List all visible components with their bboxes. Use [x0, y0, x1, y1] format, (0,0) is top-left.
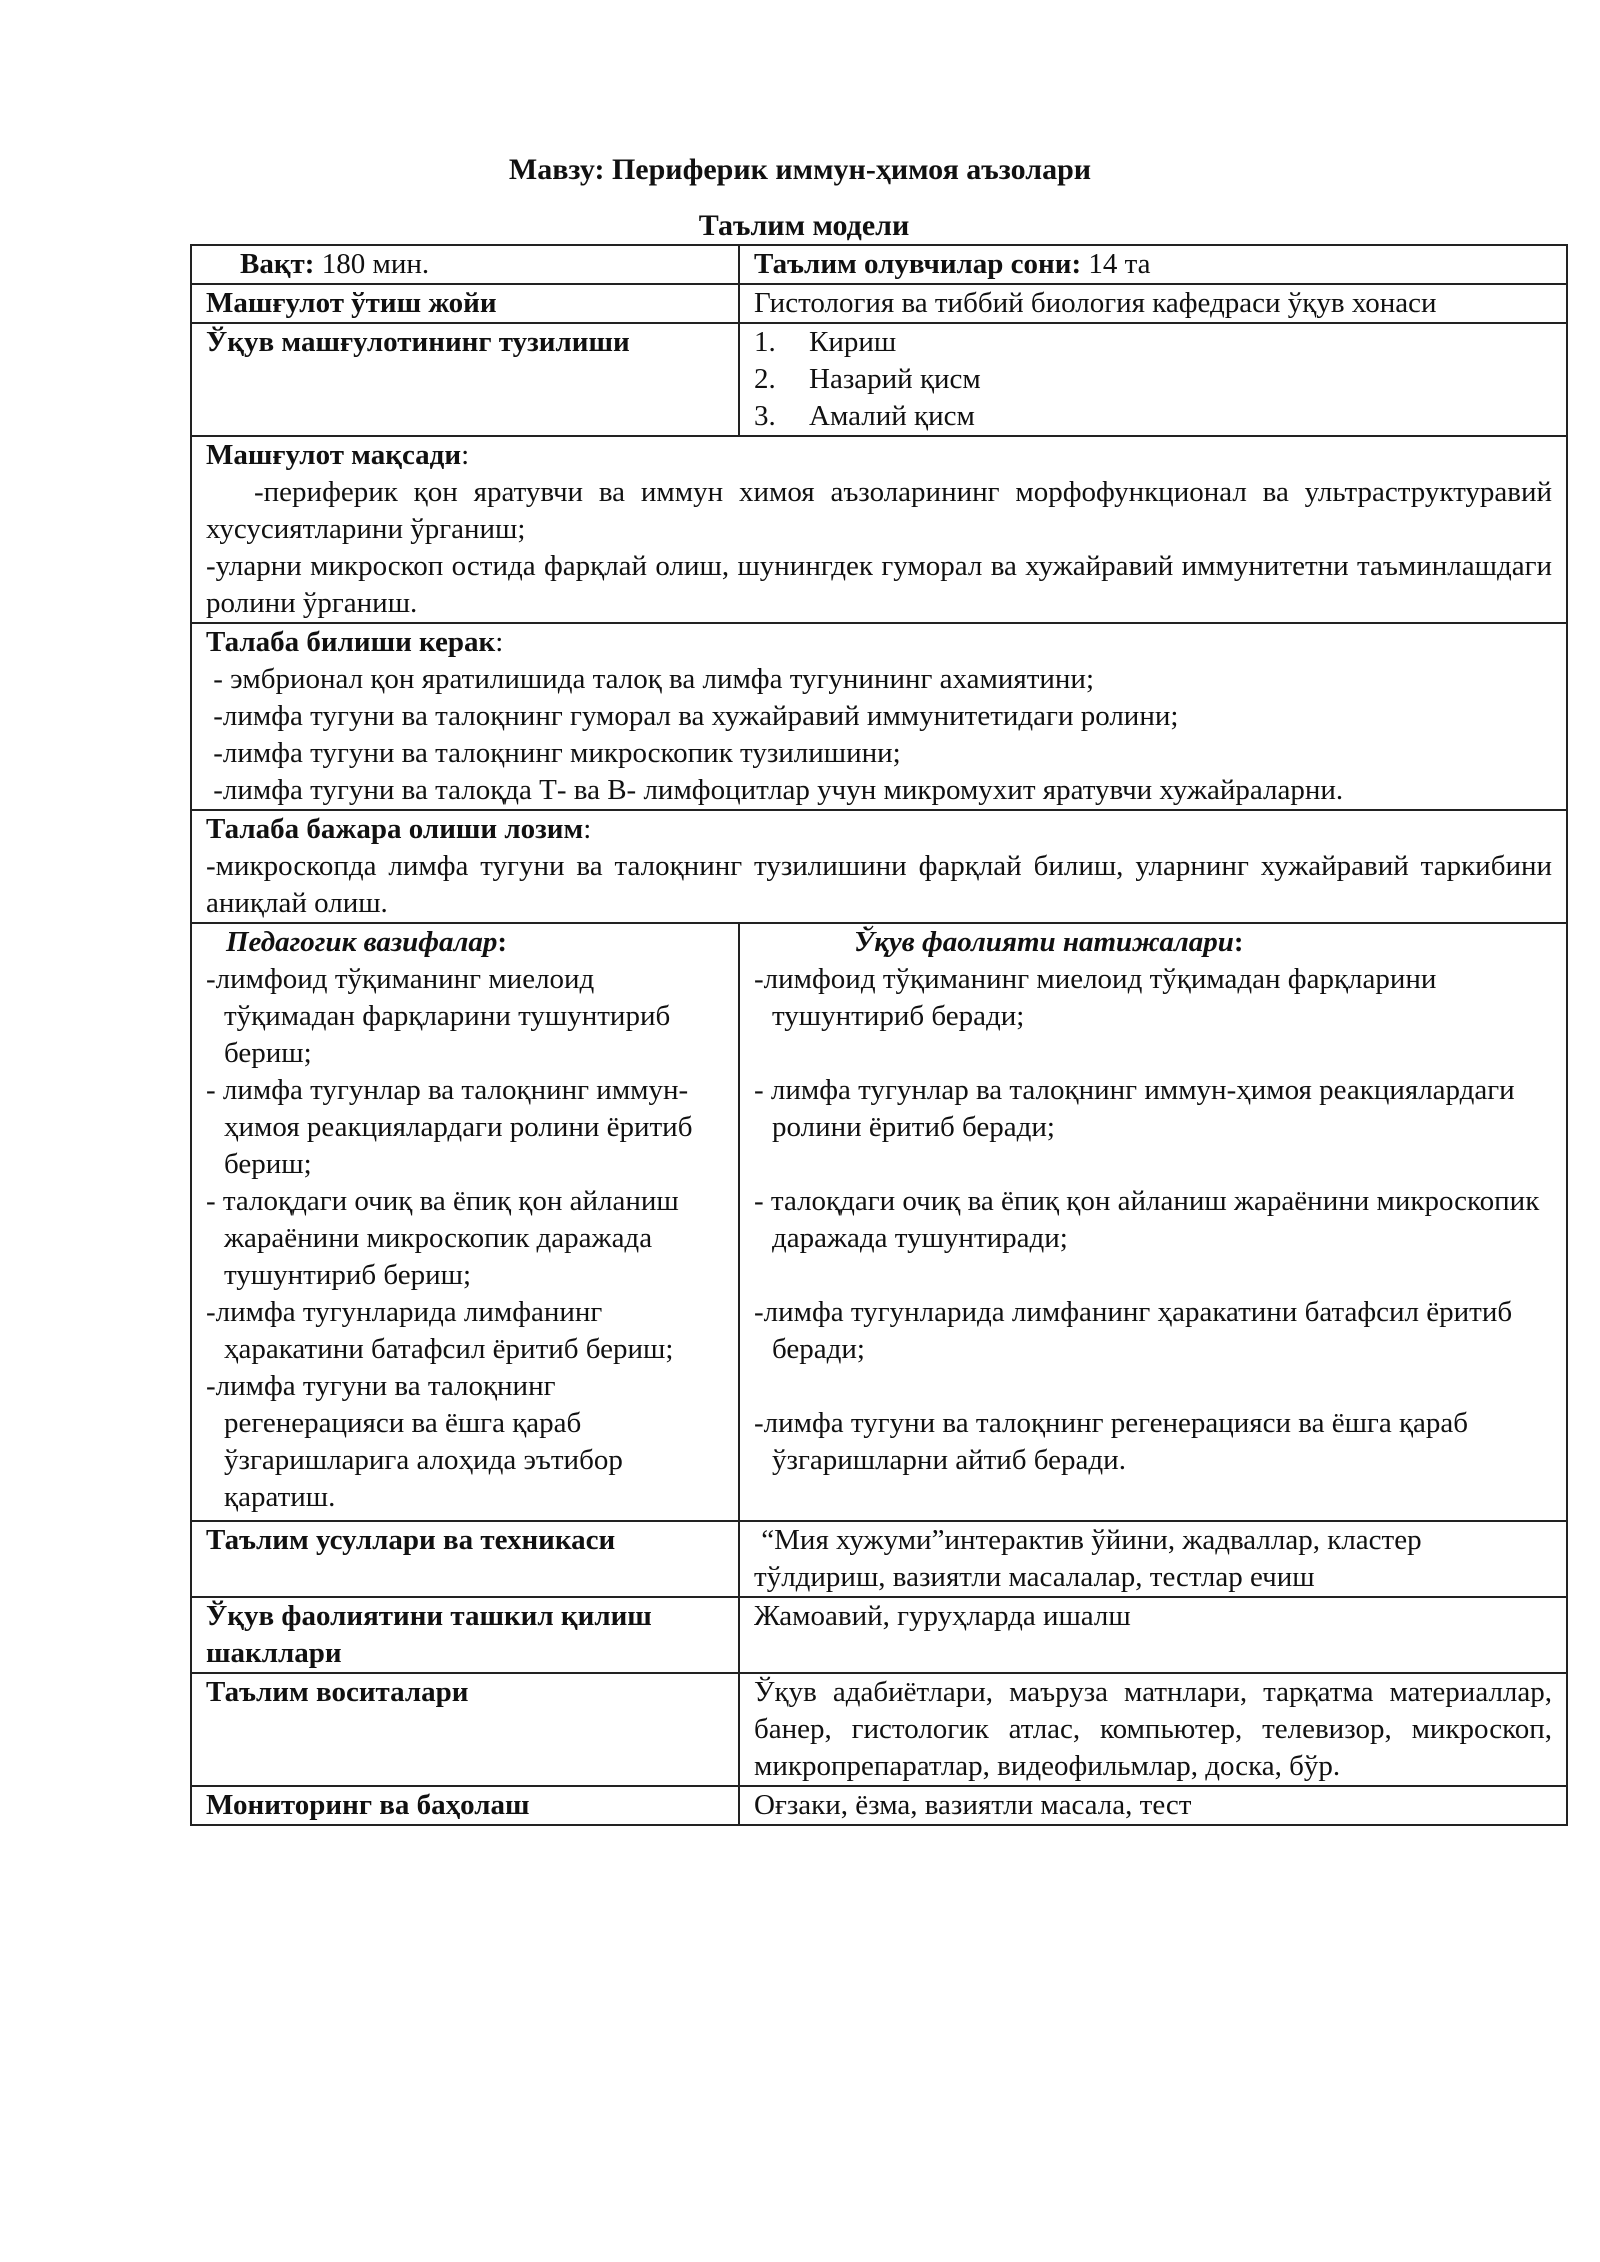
structure-list-cell	[739, 323, 1567, 436]
goal-colon: :	[461, 439, 470, 471]
forms-label: Ўқув фаолиятини ташкил қилиш шакллари	[191, 1597, 739, 1673]
structure-item-text: Амалий қисм	[809, 400, 975, 432]
task-item: - лимфа тугунлар ва талоқнинг иммун-ҳимоя реакциялардаги ролини ёритиб бериш;	[206, 1074, 693, 1180]
able-cell	[191, 810, 1567, 923]
forms-value: Жамоавий, гуруҳларда ишалш	[739, 1597, 1567, 1673]
structure-row	[191, 323, 1567, 436]
goal-paragraph: -периферик қон яратувчи ва иммун химоя аъзоларининг морфофункционал ва ультраструктуравий хусусиятларини ўрганиш;	[206, 476, 1553, 545]
lesson-model-table	[190, 244, 1568, 1826]
able-label: Талаба бажара олиши лозим	[206, 813, 584, 845]
time-row	[191, 245, 1567, 284]
time-cell	[191, 245, 739, 284]
monitoring-value: Оғзаки, ёзма, вазиятли масала, тест	[739, 1786, 1567, 1825]
able-text: -микроскопда лимфа тугуни ва талоқнинг тузилишини фарқлай билиш, уларнинг хужайравий таркибини аниқлай олиш.	[206, 850, 1553, 919]
know-item: -лимфа тугуни ва талоқда Т- ва В- лимфоцитлар учун микромухит яратувчи хужайраларни.	[206, 774, 1344, 806]
tasks-colon: :	[497, 926, 508, 958]
methods-label: Таълим усуллари ва техникаси	[191, 1521, 739, 1597]
monitoring-row	[191, 1786, 1567, 1825]
goal-row	[191, 436, 1567, 623]
forms-row	[191, 1597, 1567, 1673]
result-item: - талоқдаги очиқ ва ёпиқ қон айланиш жараёнини микроскопик даражада тушунтиради;	[754, 1185, 1540, 1254]
means-row	[191, 1673, 1567, 1786]
structure-item	[754, 324, 1552, 361]
goal-cell	[191, 436, 1567, 623]
structure-label: Ўқув машғулотининг тузилиши	[191, 323, 739, 436]
structure-item-num: 3.	[754, 400, 776, 432]
tasks-cell	[191, 923, 739, 1521]
goal-paragraph: -уларни микроскоп остида фарқлай олиш, шунингдек гуморал ва хужайравий иммунитетни таъминлашдаги ролини ўрганиш.	[206, 550, 1553, 619]
table-title: Таълим модели	[698, 209, 910, 242]
task-item: -лимфа тугунларида лимфанинг ҳаракатини батафсил ёритиб бериш;	[206, 1296, 674, 1365]
task-item: - талоқдаги очиқ ва ёпиқ қон айланиш жараёнини микроскопик даражада тушунтириб бериш;	[206, 1185, 679, 1291]
tasks-results-row	[191, 923, 1567, 1521]
know-item: -лимфа тугуни ва талоқнинг микроскопик тузилишини;	[206, 737, 901, 769]
know-item: - эмбрионал қон яратилишида талоқ ва лимфа тугунининг ахамиятини;	[206, 663, 1095, 695]
structure-item-num: 1.	[754, 326, 776, 358]
tasks-label: Педагогик вазифалар	[226, 926, 498, 958]
structure-list	[754, 324, 1552, 435]
page-title: Мавзу: Периферик иммун-ҳимоя аъзолари	[508, 153, 1092, 186]
goal-label: Машғулот мақсади	[206, 439, 462, 471]
structure-item	[754, 398, 1552, 435]
students-cell	[739, 245, 1567, 284]
structure-item-text: Кириш	[809, 326, 897, 358]
methods-row	[191, 1521, 1567, 1597]
monitoring-label: Мониторинг ва баҳолаш	[191, 1786, 739, 1825]
task-item: -лимфоид тўқиманинг миелоид тўқимадан фарқларини тушунтириб бериш;	[206, 963, 671, 1069]
location-label: Машғулот ўтиш жойи	[191, 284, 739, 323]
structure-item	[754, 361, 1552, 398]
means-label: Таълим воситалари	[191, 1673, 739, 1786]
results-colon: :	[1233, 926, 1244, 958]
methods-value: “Мия хужуми”интерактив ўйини, жадваллар, кластер тўлдириш, вазиятли масалалар, тестлар ечиш	[739, 1521, 1567, 1597]
result-item: -лимфа тугуни ва талоқнинг регенерацияси ва ёшга қараб ўзгаришларни айтиб беради.	[754, 1407, 1469, 1476]
task-item: -лимфа тугуни ва талоқнинг регенерацияси ва ёшга қараб ўзгаришларига алоҳида эътибор қаратиш.	[206, 1370, 623, 1513]
time-label: Вақт:	[240, 248, 315, 280]
result-item: -лимфа тугунларида лимфанинг ҳаракатини батафсил ёритиб беради;	[754, 1296, 1513, 1365]
know-colon: :	[495, 626, 504, 658]
result-item: - лимфа тугунлар ва талоқнинг иммун-ҳимоя реакциялардаги ролини ёритиб беради;	[754, 1074, 1515, 1143]
able-row	[191, 810, 1567, 923]
students-value: 14 та	[1081, 248, 1151, 280]
know-row	[191, 623, 1567, 810]
results-cell	[739, 923, 1567, 1521]
results-label: Ўқув фаолияти натижалари	[854, 926, 1234, 958]
able-colon: :	[583, 813, 592, 845]
location-row	[191, 284, 1567, 323]
structure-item-text: Назарий қисм	[809, 363, 981, 395]
time-value: 180 мин.	[314, 248, 430, 280]
result-item: -лимфоид тўқиманинг миелоид тўқимадан фарқларини тушунтириб беради;	[754, 963, 1437, 1032]
means-value: Ўқув адабиётлари, маъруза матнлари, тарқатма материаллар, банер, гистологик атлас, компьютер, телевизор, микроскоп, микропрепаратлар, видеофильмлар, доска, бўр.	[739, 1673, 1567, 1786]
structure-item-num: 2.	[754, 363, 776, 395]
location-value: Гистология ва тиббий биология кафедраси ўқув хонаси	[739, 284, 1567, 323]
know-item: -лимфа тугуни ва талоқнинг гуморал ва хужайравий иммунитетидаги ролини;	[206, 700, 1179, 732]
know-label: Талаба билиши керак	[206, 626, 496, 658]
students-label: Таълим олувчилар сони:	[754, 248, 1082, 280]
know-cell	[191, 623, 1567, 810]
